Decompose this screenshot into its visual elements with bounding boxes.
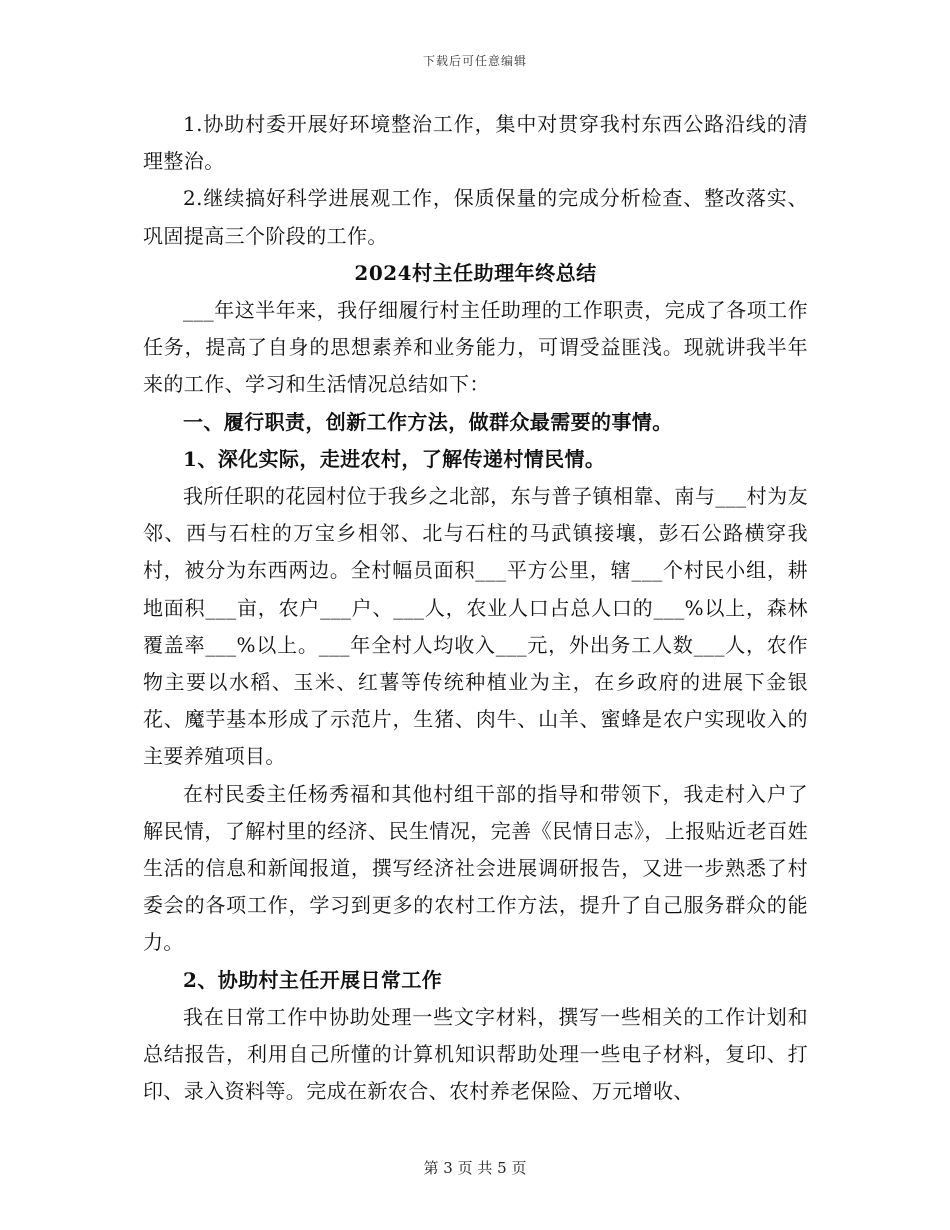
subsection-heading-2: 2、协助村主任开展日常工作 bbox=[183, 967, 443, 992]
page-header: 下载后可任意编辑 bbox=[422, 54, 527, 68]
paragraph-item-2: 2.继续搞好科学进展观工作，保质保量的完成分析检查、整改落实、巩固提高三个阶段的工作。 bbox=[143, 186, 808, 248]
document-body bbox=[143, 106, 808, 1110]
subsection-heading-1: 1、深化实际，走进农村，了解传递村情民情。 bbox=[183, 446, 606, 471]
document-title: 2024村主任助理年终总结 bbox=[354, 260, 597, 285]
page-footer: 第 3 页 共 5 页 bbox=[423, 1159, 527, 1177]
paragraph-village-info: 我所任职的花园村位于我乡之北部，东与普子镇相靠、南与___村为友邻、西与石柱的万宝乡相邻、北与石柱的马武镇接壤，彭石公路横穿我村，被分为东西两边。全村幅员面积___平方公里，辖___个村民小组，耕地面积___亩，农户___户、___人，农业人口占总人口的___%以上，森林覆盖率___%以上。___年全村人均收入___元，外出务工人数___人，农作物主要以水稻、玉米、红薯等传统种植业为主，在乡政府的进展下金银花、魔芋基本形成了示范片，生猪、肉牛、山羊、蜜蜂是农户实现收入的主要养殖项目。 bbox=[143, 484, 808, 769]
paragraph-item-1: 1.协助村委开展好环境整治工作，集中对贯穿我村东西公路沿线的清理整治。 bbox=[143, 112, 808, 174]
paragraph-intro: ___年这半年来，我仔细履行村主任助理的工作职责，完成了各项工作任务，提高了自身的思想素养和业务能力，可谓受益匪浅。现就讲我半年来的工作、学习和生活情况总结如下： bbox=[143, 298, 808, 397]
section-heading-1: 一、履行职责，创新工作方法，做群众最需要的事情。 bbox=[183, 409, 673, 434]
paragraph-guidance: 在村民委主任杨秀福和其他村组干部的指导和带领下，我走村入户了解民情，了解村里的经济、民生情况，完善《民情日志》，上报贴近老百姓生活的信息和新闻报道，撰写经济社会进展调研报告，又进一步熟悉了村委会的各项工作，学习到更多的农村工作方法，提升了自己服务群众的能力。 bbox=[143, 781, 808, 955]
paragraph-daily-work: 我在日常工作中协助处理一些文字材料，撰写一些相关的工作计划和总结报告，利用自己所懂的计算机知识帮助处理一些电子材料，复印、打印、录入资料等。完成在新农合、农村养老保险、万元增收、 bbox=[143, 1004, 808, 1104]
